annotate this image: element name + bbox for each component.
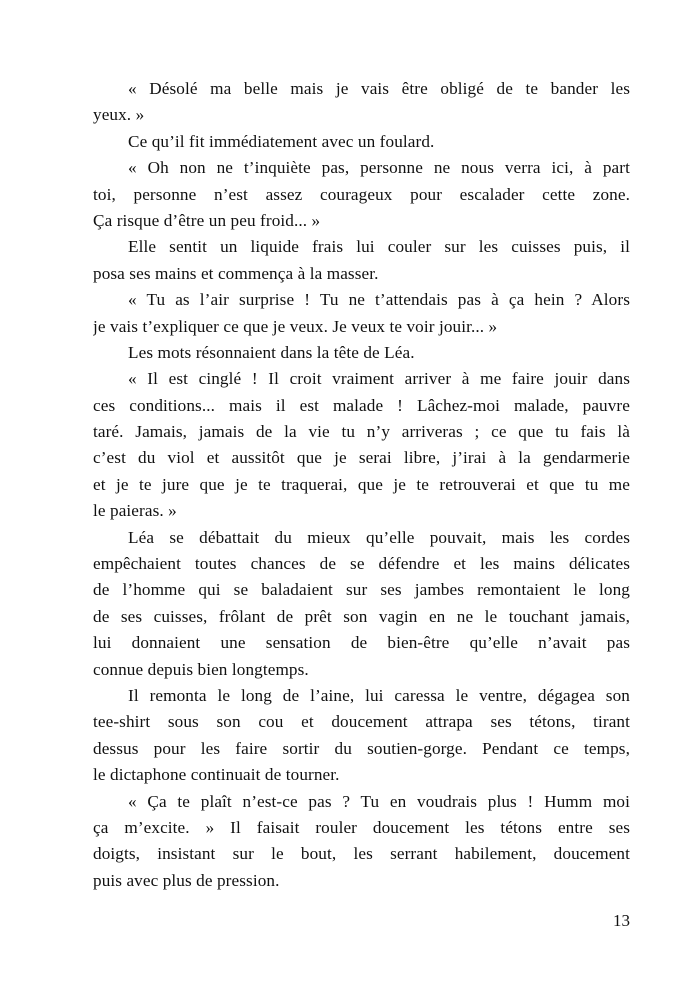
text-line: « Il est cinglé ! Il croit vraiment arriver à me faire jouir dans xyxy=(128,369,630,389)
text-line: « Oh non ne t’inquiète pas, personne ne nous verra ici, à part xyxy=(128,158,630,178)
paragraph xyxy=(93,129,630,155)
text-line: de ses cuisses, frôlant de prêt son vagin en ne le touchant jamais, xyxy=(93,606,630,626)
paragraph xyxy=(93,525,630,683)
text-line: Les mots résonnaient dans la tête de Léa. xyxy=(128,342,415,362)
text-line: doigts, insistant sur le bout, les serrant habilement, doucement xyxy=(93,844,630,864)
text-line: je vais t’expliquer ce que je veux. Je veux te voir jouir... » xyxy=(93,316,498,336)
paragraph xyxy=(93,789,630,895)
text-line: « Tu as l’air surprise ! Tu ne t’attendais pas à ça hein ? Alors xyxy=(128,290,630,310)
text-line: Ce qu’il fit immédiatement avec un foulard. xyxy=(128,131,435,151)
text-line: et je te jure que je te traquerai, que je te retrouverai et que tu me xyxy=(93,474,630,494)
page-number: 13 xyxy=(613,911,630,930)
paragraph xyxy=(93,683,630,789)
text-line: « Ça te plaît n’est-ce pas ? Tu en voudrais plus ! Humm moi xyxy=(128,791,630,811)
text-line: Il remonta le long de l’aine, lui caressa le ventre, dégagea son xyxy=(128,685,630,705)
text-line: yeux. » xyxy=(93,105,145,125)
text-line: lui donnaient une sensation de bien-être qu’elle n’avait pas xyxy=(93,633,630,653)
text-line: empêchaient toutes chances de se défendre et les mains délicates xyxy=(93,554,630,574)
text-line: de l’homme qui se baladaient sur ses jambes remontaient le long xyxy=(93,580,630,600)
text-line: dessus pour les faire sortir du soutien-gorge. Pendant ce temps, xyxy=(93,738,630,758)
paragraph xyxy=(93,155,630,234)
text-line: ces conditions... mais il est malade ! Lâchez-moi malade, pauvre xyxy=(93,395,630,415)
text-line: le paieras. » xyxy=(93,501,177,521)
paragraph xyxy=(93,340,630,366)
paragraph xyxy=(93,76,630,129)
text-line: ça m’excite. » Il faisait rouler doucement les tétons entre ses xyxy=(93,817,630,837)
text-line: Léa se débattait du mieux qu’elle pouvait, mais les cordes xyxy=(128,527,630,547)
text-line: tee-shirt sous son cou et doucement attrapa ses tétons, tirant xyxy=(93,712,630,732)
paragraph xyxy=(93,287,630,340)
text-line: « Désolé ma belle mais je vais être obligé de te bander les xyxy=(128,79,630,98)
text-line: toi, personne n’est assez courageux pour escalader cette zone. xyxy=(93,184,630,204)
text-line: le dictaphone continuait de tourner. xyxy=(93,765,340,785)
paragraph xyxy=(93,234,630,287)
text-line: Ça risque d’être un peu froid... » xyxy=(93,210,321,230)
text-line: taré. Jamais, jamais de la vie tu n’y arriveras ; ce que tu fais là xyxy=(93,422,630,442)
text-line: Elle sentit un liquide frais lui couler sur les cuisses puis, il xyxy=(128,237,630,257)
text-line: c’est du viol et aussitôt que je serai libre, j’irai à la gendarmerie xyxy=(93,448,630,468)
text-line: connue depuis bien longtemps. xyxy=(93,659,309,679)
text-line: puis avec plus de pression. xyxy=(93,870,280,890)
text-line: posa ses mains et commença à la masser. xyxy=(93,263,379,283)
paragraph xyxy=(93,366,630,524)
body-text xyxy=(93,76,630,894)
